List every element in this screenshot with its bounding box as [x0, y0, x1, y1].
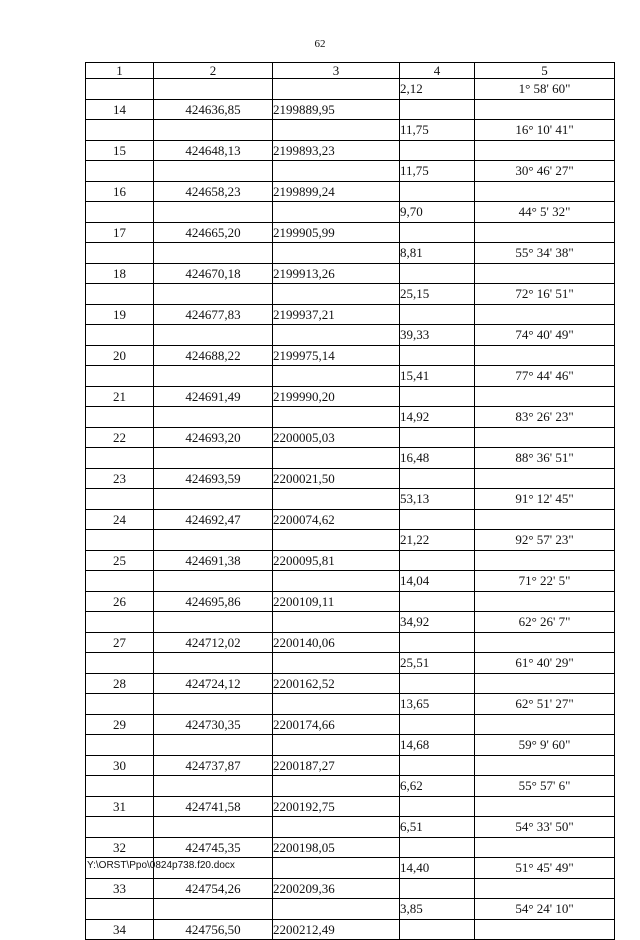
angle-cell: [475, 181, 615, 202]
y-coordinate-cell: 2199905,99: [273, 222, 400, 243]
header-col-5: 5: [475, 63, 615, 79]
angle-cell: [475, 509, 615, 530]
angle-cell: 1° 58' 60": [475, 79, 615, 100]
point-number-cell: [86, 612, 154, 633]
x-coordinate-cell: 424692,47: [154, 509, 273, 530]
point-number-cell: [86, 448, 154, 469]
distance-cell: 6,51: [400, 817, 475, 838]
angle-cell: [475, 714, 615, 735]
y-coordinate-cell: 2199975,14: [273, 345, 400, 366]
distance-cell: 14,92: [400, 407, 475, 428]
header-col-1: 1: [86, 63, 154, 79]
y-coordinate-cell: 2200187,27: [273, 755, 400, 776]
angle-cell: 59° 9' 60": [475, 735, 615, 756]
y-coordinate-cell: [273, 407, 400, 428]
angle-cell: 55° 57' 6": [475, 776, 615, 797]
point-number-cell: [86, 735, 154, 756]
table-row: [86, 796, 615, 817]
angle-cell: [475, 591, 615, 612]
table-row: [86, 837, 615, 858]
x-coordinate-cell: 424665,20: [154, 222, 273, 243]
x-coordinate-cell: [154, 735, 273, 756]
y-coordinate-cell: [273, 120, 400, 141]
point-number-cell: 33: [86, 878, 154, 899]
distance-cell: [400, 837, 475, 858]
header-col-4: 4: [400, 63, 475, 79]
table-row: [86, 448, 615, 469]
point-number-cell: [86, 776, 154, 797]
y-coordinate-cell: 2200162,52: [273, 673, 400, 694]
distance-cell: [400, 468, 475, 489]
x-coordinate-cell: 424730,35: [154, 714, 273, 735]
angle-cell: [475, 304, 615, 325]
distance-cell: [400, 427, 475, 448]
table-row: [86, 899, 615, 920]
table-row: [86, 427, 615, 448]
y-coordinate-cell: [273, 448, 400, 469]
distance-cell: 9,70: [400, 202, 475, 223]
table-row: [86, 550, 615, 571]
angle-cell: 71° 22' 5": [475, 571, 615, 592]
point-number-cell: 27: [86, 632, 154, 653]
x-coordinate-cell: 424648,13: [154, 140, 273, 161]
point-number-cell: 24: [86, 509, 154, 530]
distance-cell: 14,04: [400, 571, 475, 592]
y-coordinate-cell: 2199937,21: [273, 304, 400, 325]
y-coordinate-cell: [273, 612, 400, 633]
angle-cell: 54° 24' 10": [475, 899, 615, 920]
x-coordinate-cell: [154, 284, 273, 305]
table-row: [86, 632, 615, 653]
angle-cell: 51° 45' 49": [475, 858, 615, 879]
angle-cell: [475, 468, 615, 489]
table-row: [86, 161, 615, 182]
y-coordinate-cell: 2200095,81: [273, 550, 400, 571]
distance-cell: [400, 632, 475, 653]
angle-cell: 83° 26' 23": [475, 407, 615, 428]
point-number-cell: [86, 489, 154, 510]
angle-cell: [475, 99, 615, 120]
table-row: [86, 140, 615, 161]
y-coordinate-cell: [273, 653, 400, 674]
angle-cell: [475, 632, 615, 653]
point-number-cell: [86, 530, 154, 551]
table-row: [86, 776, 615, 797]
point-number-cell: 26: [86, 591, 154, 612]
angle-cell: 61° 40' 29": [475, 653, 615, 674]
distance-cell: [400, 919, 475, 940]
y-coordinate-cell: 2200005,03: [273, 427, 400, 448]
y-coordinate-cell: 2199899,24: [273, 181, 400, 202]
x-coordinate-cell: 424691,38: [154, 550, 273, 571]
x-coordinate-cell: 424691,49: [154, 386, 273, 407]
table-row: [86, 817, 615, 838]
table-row: [86, 202, 615, 223]
y-coordinate-cell: [273, 161, 400, 182]
distance-cell: 14,68: [400, 735, 475, 756]
distance-cell: 39,33: [400, 325, 475, 346]
y-coordinate-cell: [273, 735, 400, 756]
angle-cell: 74° 40' 49": [475, 325, 615, 346]
x-coordinate-cell: [154, 407, 273, 428]
y-coordinate-cell: [273, 817, 400, 838]
table-row: [86, 468, 615, 489]
table-row: [86, 755, 615, 776]
table-row: [86, 366, 615, 387]
x-coordinate-cell: 424677,83: [154, 304, 273, 325]
coordinates-table: [85, 62, 615, 940]
y-coordinate-cell: [273, 571, 400, 592]
distance-cell: 3,85: [400, 899, 475, 920]
angle-cell: [475, 140, 615, 161]
point-number-cell: 25: [86, 550, 154, 571]
x-coordinate-cell: 424670,18: [154, 263, 273, 284]
table-row: [86, 99, 615, 120]
angle-cell: 62° 51' 27": [475, 694, 615, 715]
distance-cell: [400, 673, 475, 694]
y-coordinate-cell: [273, 79, 400, 100]
angle-cell: [475, 796, 615, 817]
x-coordinate-cell: 424688,22: [154, 345, 273, 366]
y-coordinate-cell: 2199990,20: [273, 386, 400, 407]
distance-cell: 15,41: [400, 366, 475, 387]
y-coordinate-cell: [273, 694, 400, 715]
table-row: [86, 653, 615, 674]
x-coordinate-cell: [154, 366, 273, 387]
point-number-cell: 34: [86, 919, 154, 940]
header-col-3: 3: [273, 63, 400, 79]
angle-cell: 16° 10' 41": [475, 120, 615, 141]
distance-cell: [400, 304, 475, 325]
y-coordinate-cell: [273, 530, 400, 551]
distance-cell: 6,62: [400, 776, 475, 797]
distance-cell: [400, 755, 475, 776]
y-coordinate-cell: [273, 202, 400, 223]
x-coordinate-cell: [154, 530, 273, 551]
point-number-cell: [86, 817, 154, 838]
point-number-cell: [86, 161, 154, 182]
distance-cell: 11,75: [400, 120, 475, 141]
point-number-cell: [86, 899, 154, 920]
point-number-cell: [86, 120, 154, 141]
point-number-cell: 30: [86, 755, 154, 776]
point-number-cell: 29: [86, 714, 154, 735]
point-number-cell: [86, 325, 154, 346]
x-coordinate-cell: [154, 776, 273, 797]
table-row: [86, 673, 615, 694]
x-coordinate-cell: [154, 448, 273, 469]
table-row: [86, 243, 615, 264]
table-row: [86, 571, 615, 592]
point-number-cell: 21: [86, 386, 154, 407]
angle-cell: [475, 919, 615, 940]
distance-cell: 34,92: [400, 612, 475, 633]
point-number-cell: [86, 653, 154, 674]
x-coordinate-cell: [154, 489, 273, 510]
angle-cell: [475, 263, 615, 284]
distance-cell: [400, 386, 475, 407]
table-row: [86, 878, 615, 899]
y-coordinate-cell: [273, 284, 400, 305]
angle-cell: 91° 12' 45": [475, 489, 615, 510]
distance-cell: 11,75: [400, 161, 475, 182]
y-coordinate-cell: [273, 489, 400, 510]
x-coordinate-cell: 424741,58: [154, 796, 273, 817]
table-row: [86, 919, 615, 940]
angle-cell: 44° 5' 32": [475, 202, 615, 223]
table-row: [86, 612, 615, 633]
distance-cell: 21,22: [400, 530, 475, 551]
distance-cell: [400, 796, 475, 817]
table-row: [86, 325, 615, 346]
distance-cell: [400, 263, 475, 284]
y-coordinate-cell: [273, 776, 400, 797]
table-row: [86, 694, 615, 715]
table-row: [86, 386, 615, 407]
y-coordinate-cell: 2199893,23: [273, 140, 400, 161]
distance-cell: 14,40: [400, 858, 475, 879]
table-row: [86, 181, 615, 202]
y-coordinate-cell: 2199913,26: [273, 263, 400, 284]
point-number-cell: [86, 243, 154, 264]
distance-cell: 25,15: [400, 284, 475, 305]
point-number-cell: 16: [86, 181, 154, 202]
x-coordinate-cell: [154, 817, 273, 838]
distance-cell: 16,48: [400, 448, 475, 469]
table-row: [86, 263, 615, 284]
x-coordinate-cell: 424724,12: [154, 673, 273, 694]
x-coordinate-cell: 424636,85: [154, 99, 273, 120]
angle-cell: 77° 44' 46": [475, 366, 615, 387]
x-coordinate-cell: [154, 161, 273, 182]
angle-cell: 54° 33' 50": [475, 817, 615, 838]
angle-cell: [475, 427, 615, 448]
angle-cell: [475, 755, 615, 776]
angle-cell: [475, 550, 615, 571]
point-number-cell: [86, 694, 154, 715]
distance-cell: [400, 222, 475, 243]
x-coordinate-cell: [154, 653, 273, 674]
point-number-cell: 23: [86, 468, 154, 489]
angle-cell: [475, 222, 615, 243]
y-coordinate-cell: [273, 858, 400, 879]
x-coordinate-cell: [154, 202, 273, 223]
table-row: [86, 509, 615, 530]
point-number-cell: 19: [86, 304, 154, 325]
x-coordinate-cell: 424695,86: [154, 591, 273, 612]
x-coordinate-cell: 424754,26: [154, 878, 273, 899]
angle-cell: [475, 837, 615, 858]
angle-cell: 88° 36' 51": [475, 448, 615, 469]
y-coordinate-cell: [273, 325, 400, 346]
y-coordinate-cell: 2200209,36: [273, 878, 400, 899]
angle-cell: 62° 26' 7": [475, 612, 615, 633]
table-row: [86, 714, 615, 735]
x-coordinate-cell: [154, 612, 273, 633]
point-number-cell: 15: [86, 140, 154, 161]
x-coordinate-cell: [154, 325, 273, 346]
point-number-cell: 31: [86, 796, 154, 817]
point-number-cell: 17: [86, 222, 154, 243]
y-coordinate-cell: 2200174,66: [273, 714, 400, 735]
page-number: 62: [314, 38, 326, 50]
point-number-cell: 28: [86, 673, 154, 694]
distance-cell: [400, 550, 475, 571]
table-body: [86, 79, 615, 940]
point-number-cell: [86, 407, 154, 428]
point-number-cell: 22: [86, 427, 154, 448]
distance-cell: 13,65: [400, 694, 475, 715]
y-coordinate-cell: 2199889,95: [273, 99, 400, 120]
table-row: [86, 591, 615, 612]
y-coordinate-cell: 2200074,62: [273, 509, 400, 530]
x-coordinate-cell: [154, 120, 273, 141]
point-number-cell: 14: [86, 99, 154, 120]
distance-cell: [400, 181, 475, 202]
table-header-row: [86, 63, 615, 79]
y-coordinate-cell: 2200212,49: [273, 919, 400, 940]
table-row: [86, 222, 615, 243]
distance-cell: [400, 714, 475, 735]
x-coordinate-cell: [154, 243, 273, 264]
distance-cell: [400, 591, 475, 612]
table-row: [86, 407, 615, 428]
table-row: [86, 489, 615, 510]
header-col-2: 2: [154, 63, 273, 79]
point-number-cell: [86, 79, 154, 100]
distance-cell: 53,13: [400, 489, 475, 510]
x-coordinate-cell: 424712,02: [154, 632, 273, 653]
angle-cell: [475, 386, 615, 407]
angle-cell: 55° 34' 38": [475, 243, 615, 264]
angle-cell: [475, 878, 615, 899]
point-number-cell: 18: [86, 263, 154, 284]
point-number-cell: 20: [86, 345, 154, 366]
distance-cell: [400, 140, 475, 161]
angle-cell: 92° 57' 23": [475, 530, 615, 551]
point-number-cell: [86, 366, 154, 387]
x-coordinate-cell: [154, 694, 273, 715]
x-coordinate-cell: 424693,20: [154, 427, 273, 448]
y-coordinate-cell: [273, 899, 400, 920]
table-row: [86, 735, 615, 756]
table-row: [86, 530, 615, 551]
y-coordinate-cell: 2200192,75: [273, 796, 400, 817]
angle-cell: 30° 46' 27": [475, 161, 615, 182]
distance-cell: [400, 509, 475, 530]
table-row: [86, 79, 615, 100]
angle-cell: [475, 345, 615, 366]
distance-cell: [400, 99, 475, 120]
table-row: [86, 345, 615, 366]
table-row: [86, 304, 615, 325]
table-row: [86, 284, 615, 305]
y-coordinate-cell: 2200140,06: [273, 632, 400, 653]
point-number-cell: 32: [86, 837, 154, 858]
x-coordinate-cell: 424745,35: [154, 837, 273, 858]
x-coordinate-cell: 424658,23: [154, 181, 273, 202]
x-coordinate-cell: 424693,59: [154, 468, 273, 489]
table-row: [86, 120, 615, 141]
x-coordinate-cell: [154, 571, 273, 592]
distance-cell: [400, 345, 475, 366]
x-coordinate-cell: 424756,50: [154, 919, 273, 940]
y-coordinate-cell: 2200021,50: [273, 468, 400, 489]
point-number-cell: [86, 571, 154, 592]
angle-cell: 72° 16' 51": [475, 284, 615, 305]
point-number-cell: [86, 284, 154, 305]
point-number-cell: [86, 202, 154, 223]
x-coordinate-cell: 424737,87: [154, 755, 273, 776]
footer-file-path: Y:\ORST\Ppo\0824p738.f20.docx: [87, 860, 235, 871]
y-coordinate-cell: 2200109,11: [273, 591, 400, 612]
distance-cell: [400, 878, 475, 899]
distance-cell: 8,81: [400, 243, 475, 264]
x-coordinate-cell: [154, 79, 273, 100]
distance-cell: 25,51: [400, 653, 475, 674]
angle-cell: [475, 673, 615, 694]
y-coordinate-cell: 2200198,05: [273, 837, 400, 858]
y-coordinate-cell: [273, 243, 400, 264]
x-coordinate-cell: [154, 899, 273, 920]
distance-cell: 2,12: [400, 79, 475, 100]
y-coordinate-cell: [273, 366, 400, 387]
